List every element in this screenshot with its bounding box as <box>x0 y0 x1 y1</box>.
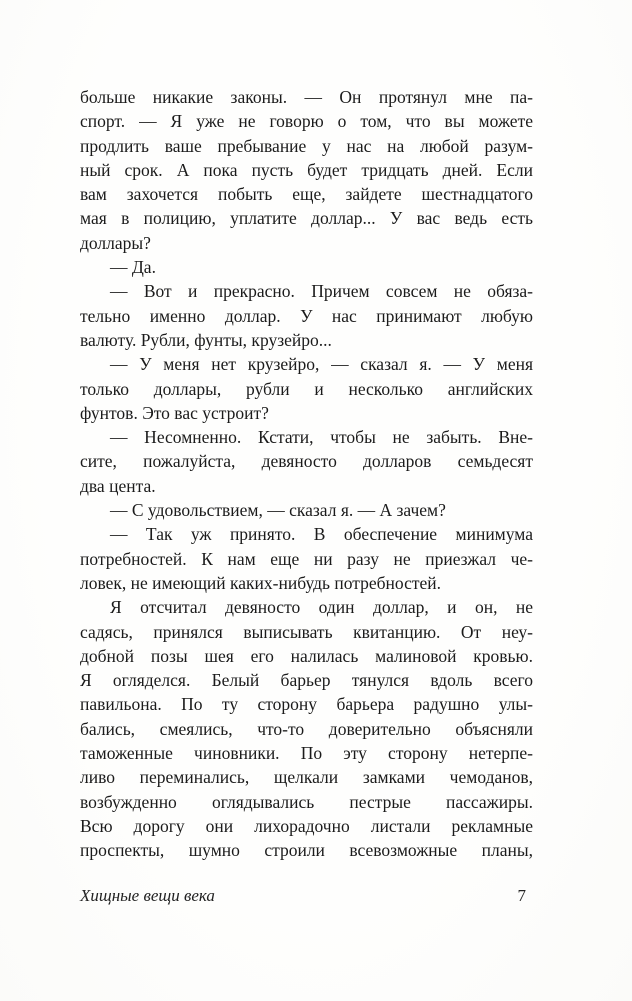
text-line: — Вот и прекрасно. Причем совсем не обяза- <box>110 281 533 302</box>
text-line: добной позы шея его налилась малиновой кровью. <box>80 645 533 666</box>
text-line: больше никакие законы. — Он протянул мне па- <box>80 87 533 107</box>
text-block <box>80 85 533 863</box>
text-line: спорт. — Я уже не говорю о том, что вы можете <box>80 111 533 132</box>
page-footer <box>80 884 533 908</box>
text-line: ливо переминались, щелкали замками чемоданов, <box>80 767 533 788</box>
text-line: два цента. <box>80 475 156 496</box>
text-line: таможенные чиновники. По эту сторону нетерпе- <box>80 743 533 764</box>
text-line: ный срок. А пока пусть будет тридцать дней. Если <box>80 159 533 180</box>
text-line: потребностей. К нам еще ни разу не приезжал че- <box>80 548 533 569</box>
text-line: Я отсчитал девяносто один доллар, и он, не <box>110 597 533 618</box>
text-line: только доллары, рубли и несколько английских <box>80 378 533 399</box>
text-line: — У меня нет крузейро, — сказал я. — У меня <box>110 354 533 375</box>
text-line: возбужденно оглядывались пестрые пассажиры. <box>80 791 533 812</box>
text-line: бались, смеялись, что-то доверительно объясняли <box>80 718 533 739</box>
text-line: тельно именно доллар. У нас принимают любую <box>80 305 533 326</box>
text-line: — Несомненно. Кстати, чтобы не забыть. Вне- <box>110 427 533 448</box>
text-line: сите, пожалуйста, девяносто долларов семьдесят <box>80 451 533 472</box>
text-line: вам захочется побыть еще, зайдете шестнадцатого <box>80 184 533 205</box>
text-line: — С удовольствием, — сказал я. — А зачем? <box>110 500 446 521</box>
text-line: проспекты, шумно строили всевозможные планы, <box>80 840 533 861</box>
text-line: Я огляделся. Белый барьер тянулся вдоль всего <box>80 670 533 691</box>
text-line: мая в полицию, уплатите доллар... У вас ведь есть <box>80 208 533 229</box>
text-line: садясь, принялся выписывать квитанцию. От неу- <box>80 621 533 642</box>
text-line: павильона. По ту сторону барьера радушно улы- <box>80 694 533 715</box>
text-line: — Так уж принято. В обеспечение минимума <box>110 524 533 545</box>
page-number: 7 <box>517 886 526 905</box>
text-line: доллары? <box>80 232 151 253</box>
text-line: валюту. Рубли, фунты, крузейро... <box>80 329 332 350</box>
text-line: фунтов. Это вас устроит? <box>80 402 269 423</box>
text-line: ловек, не имеющий каких-нибудь потребностей. <box>80 572 441 593</box>
text-line: продлить ваше пребывание у нас на любой разум- <box>80 135 533 156</box>
text-line: — Да. <box>110 257 156 278</box>
running-title: Хищные вещи века <box>80 886 215 905</box>
text-line: Всю дорогу они лихорадочно листали рекламные <box>80 815 533 836</box>
